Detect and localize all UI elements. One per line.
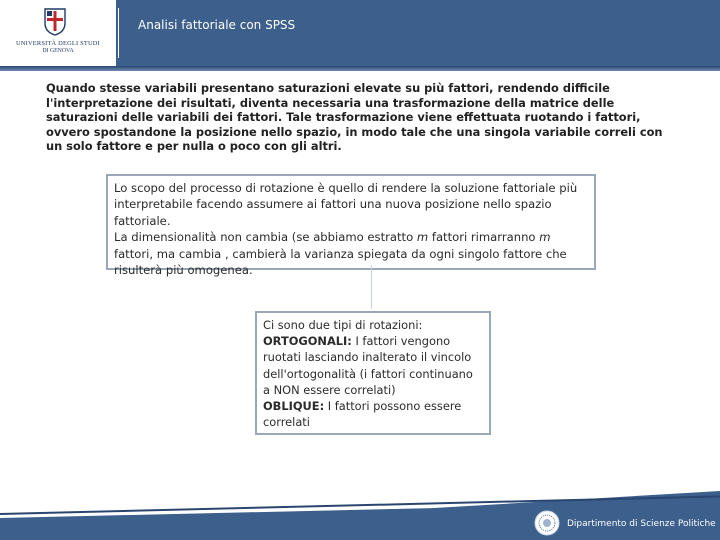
dimensionality-text-a: La dimensionalità non cambia (se abbiamo estratto <box>114 230 417 245</box>
seal-icon <box>534 510 560 536</box>
orthogonal-label: ORTOGONALI: <box>263 334 352 349</box>
slide-title: Analisi fattoriale con SPSS <box>138 18 296 32</box>
header-divider <box>118 8 119 58</box>
oblique-text: I fattori possono essere correlati <box>263 399 462 430</box>
orthogonal-text: I fattori vengono ruotati lasciando inalterato il vincolo dell'ortogonalità (i fattori continuano a NON essere correlati) <box>263 334 473 397</box>
department-name: Dipartimento di Scienze Politiche <box>567 519 716 529</box>
header-stripe <box>0 66 720 71</box>
logo-name: UNIVERSITÀ DEGLI STUDI <box>16 40 100 47</box>
dimensionality-text-c: fattori, ma cambia , cambierà la varianza spiegata da ogni singolo fattore che risulterà più omogenea. <box>114 246 567 278</box>
footer <box>0 491 720 540</box>
purpose-text: Lo scopo del processo di rotazione è quello di rendere la soluzione fattoriale più interpretabile facendo assumere ai fattori una nuova posizione nello spazio fattoriale. <box>114 181 578 228</box>
types-intro: Ci sono due tipi di rotazioni: <box>263 318 423 332</box>
m-symbol: m <box>416 230 429 245</box>
dimensionality-text-b: fattori rimarranno <box>428 230 540 245</box>
connector-line <box>371 265 372 309</box>
intro-paragraph: Quando stesse variabili presentano saturazioni elevate su più fattori, rendendo difficile l'interpretazione dei risultati, diventa necessaria una trasformazione della matrice delle saturazioni delle variabili dei fattori. Tale trasformazione viene effettuata ruotando i fattori, ovvero spostandone la posizione nello spazio, in modo tale che una singola variabile correli con un solo fattore e per nulla o poco con gli altri. <box>46 81 663 154</box>
oblique-label: OBLIQUE: <box>263 399 325 414</box>
logo-sub: DI GENOVA <box>42 48 74 54</box>
m-symbol: m <box>539 230 551 245</box>
rotation-purpose-box <box>106 174 596 278</box>
shield-icon <box>44 8 66 36</box>
university-logo <box>0 0 116 66</box>
rotation-types-box <box>255 311 491 435</box>
